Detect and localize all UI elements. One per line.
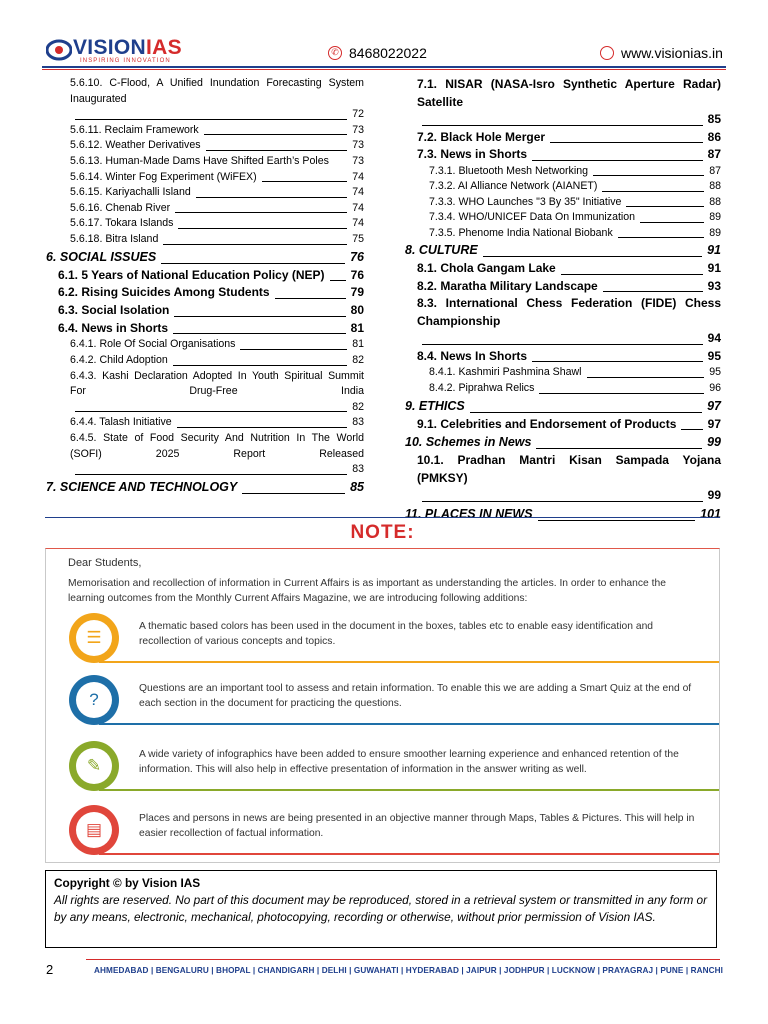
toc-entry[interactable] xyxy=(46,431,364,478)
toc-leader xyxy=(483,256,702,257)
toc-entry-page: 87 xyxy=(707,147,721,161)
toc-entry-page: 76 xyxy=(350,249,364,264)
toc-entry-title: 5.6.18. Bitra Island xyxy=(70,232,159,245)
toc-leader xyxy=(532,361,703,362)
logo-tagline: INSPIRING INNOVATION xyxy=(80,58,171,64)
toc-leader xyxy=(206,150,348,151)
toc-entry[interactable] xyxy=(405,76,721,129)
toc-entry-page: 74 xyxy=(352,217,364,230)
note-item-text: Places and persons in news are being presented in an objective manner through Maps, Tables & Pictures. This will help in easier recollection of factual information. xyxy=(139,813,695,839)
toc-entry-title: 6. SOCIAL ISSUES xyxy=(46,249,157,264)
document-icon: ☰ xyxy=(76,620,112,656)
toc-leader xyxy=(640,222,704,223)
toc-entry-page: 74 xyxy=(352,186,364,199)
note-item-bar xyxy=(99,789,719,791)
toc-leader xyxy=(550,142,703,143)
toc-entry-page: 75 xyxy=(352,232,364,245)
toc-entry-page: 101 xyxy=(700,506,721,521)
toc-entry[interactable] xyxy=(46,478,364,497)
phone-icon: ✆ xyxy=(328,46,342,60)
website-url[interactable]: www.visionias.in xyxy=(621,45,723,61)
toc-leader xyxy=(561,274,703,275)
toc-entry-page: 88 xyxy=(709,195,721,208)
note-intro: Memorisation and recollection of information in Current Affairs is as important as understanding the articles. In order to enhance the learning outcomes from the Monthly Current Affairs Magazine, we are introducing following additions: xyxy=(68,578,666,604)
note-item xyxy=(59,801,715,857)
toc-entry[interactable] xyxy=(405,295,721,348)
toc-entry[interactable] xyxy=(405,210,721,226)
toc-entry-page: 99 xyxy=(707,435,721,450)
copyright-box xyxy=(45,870,717,948)
header-phone xyxy=(328,45,427,61)
toc-entry-title: 8. CULTURE xyxy=(405,243,478,258)
toc-entry[interactable] xyxy=(46,302,364,320)
toc-entry-title: 8.4.1. Kashmiri Pashmina Shawl xyxy=(429,366,582,379)
toc-entry-title: 7.3.3. WHO Launches "3 By 35" Initiative xyxy=(429,195,622,208)
toc-entry[interactable] xyxy=(405,416,721,434)
toc-entry[interactable] xyxy=(46,138,364,154)
note-item-text: A thematic based colors has been used in the document in the boxes, tables etc to enable easy identification and recollection of various concepts and topics. xyxy=(139,621,654,647)
toc-leader xyxy=(75,119,347,120)
toc-entry-page: 96 xyxy=(709,382,721,395)
toc-entry-page: 95 xyxy=(707,348,721,363)
logo-eye-icon xyxy=(46,39,72,61)
note-item-badge xyxy=(69,675,119,725)
toc-right-column xyxy=(405,76,721,524)
toc-entry-title: 5.6.11. Reclaim Framework xyxy=(70,123,199,136)
toc-entry-page: 73 xyxy=(352,154,364,167)
toc-entry-title: 6.4. News in Shorts xyxy=(58,320,169,335)
toc-entry-title: 5.6.15. Kariyachalli Island xyxy=(70,186,191,199)
toc-leader xyxy=(536,448,702,449)
toc-leader xyxy=(422,344,703,345)
toc-entry[interactable] xyxy=(405,397,721,416)
toc-entry[interactable] xyxy=(46,284,364,302)
toc-entry[interactable] xyxy=(46,337,364,353)
toc-entry-page: 82 xyxy=(352,353,364,366)
toc-leader xyxy=(593,175,704,176)
toc-entry[interactable] xyxy=(405,195,721,211)
page-header xyxy=(0,0,768,74)
toc-leader xyxy=(422,501,703,502)
toc-entry-title: 7.3. News in Shorts xyxy=(417,147,528,161)
note-item-text: Questions are an important tool to assess and retain information. To enable this we are adding a Smart Quiz at the end of each section in the document for practicing the questions. xyxy=(139,683,692,709)
toc-leader xyxy=(163,244,347,245)
toc-entry-page: 79 xyxy=(350,285,364,300)
toc-entry-page: 80 xyxy=(350,302,364,317)
toc-leader xyxy=(422,125,703,126)
toc-entry-page: 87 xyxy=(709,164,721,177)
toc-entry-title: 6.4.2. Child Adoption xyxy=(70,353,168,366)
toc-leader xyxy=(681,429,702,430)
note-item-badge xyxy=(69,613,119,663)
news-icon: ▤ xyxy=(76,812,112,848)
toc-entry-title: 7.2. Black Hole Merger xyxy=(417,129,546,144)
toc-entry-page: 83 xyxy=(352,463,364,476)
toc-entry-title: 6.4.3. Kashi Declaration Adopted In Youth Spiritual Summit For Drug-Free India xyxy=(70,369,364,398)
toc-entry[interactable] xyxy=(46,415,364,431)
toc-entry-title: 7.3.1. Bluetooth Mesh Networking xyxy=(429,164,588,177)
toc-entry[interactable] xyxy=(405,433,721,452)
toc-entry-page: 73 xyxy=(352,123,364,136)
toc-entry-page: 82 xyxy=(352,400,364,413)
header-rule-accent xyxy=(42,69,726,70)
toc-entry-title: 6.4.1. Role Of Social Organisations xyxy=(70,338,236,351)
toc-entry[interactable] xyxy=(405,381,721,397)
toc-entry-page: 91 xyxy=(707,243,721,258)
toc-entry[interactable] xyxy=(405,241,721,260)
note-item-badge xyxy=(69,805,119,855)
toc-entry[interactable] xyxy=(46,216,364,232)
toc-leader xyxy=(602,191,704,192)
toc-entry[interactable] xyxy=(46,320,364,338)
header-rule xyxy=(42,66,726,68)
toc-leader xyxy=(204,134,347,135)
header-website xyxy=(600,45,723,61)
toc-entry[interactable] xyxy=(405,146,721,164)
toc-entry-page: 76 xyxy=(350,267,364,282)
toc-leader xyxy=(173,365,347,366)
toc-entry-page: 85 xyxy=(707,112,721,126)
toc-leader xyxy=(240,349,347,350)
toc-entry[interactable] xyxy=(46,267,364,285)
toc-entry-title: 10.1. Pradhan Mantri Kisan Sampada Yojana (PMKSY) xyxy=(417,453,721,485)
toc-entry-page: 89 xyxy=(709,211,721,224)
toc-leader xyxy=(603,291,703,292)
toc-leader xyxy=(196,197,347,198)
phone-number: 8468022022 xyxy=(349,45,427,61)
toc-entry[interactable] xyxy=(46,123,364,139)
toc-entry-title: 5.6.10. C-Flood, A Unified Inundation Forecasting System Inaugurated xyxy=(70,77,364,105)
toc-entry-page: 97 xyxy=(707,416,721,431)
toc-leader xyxy=(626,206,704,207)
toc-entry-page: 74 xyxy=(352,201,364,214)
note-item-badge xyxy=(69,741,119,791)
logo-wordmark: VISIONIAS xyxy=(73,36,182,59)
toc-left-column xyxy=(46,76,364,497)
toc-entry-title: 6.4.4. Talash Initiative xyxy=(70,416,172,429)
toc-entry-page: 97 xyxy=(707,398,721,413)
toc-entry-title: 7.3.5. Phenome India National Biobank xyxy=(429,226,613,239)
toc-leader xyxy=(174,316,345,317)
toc-leader xyxy=(618,237,704,238)
toc-leader xyxy=(242,493,345,494)
toc-entry-page: 85 xyxy=(350,479,364,494)
infographic-icon: ✎ xyxy=(76,748,112,784)
toc-leader xyxy=(587,377,705,378)
globe-icon xyxy=(600,46,614,60)
toc-entry-title: 5.6.17. Tokara Islands xyxy=(70,217,174,230)
toc-entry[interactable] xyxy=(405,348,721,366)
toc-entry-title: 9.1. Celebrities and Endorsement of Products xyxy=(417,416,677,431)
note-item-text: A wide variety of infographics have been added to ensure smoother learning experience and enhanced retention of the information. This will also help in effective presentation of information in the answer writing as well. xyxy=(139,749,679,775)
note-item-bar xyxy=(99,853,719,855)
note-title: NOTE: xyxy=(350,522,415,543)
toc-entry-title: 9. ETHICS xyxy=(405,398,465,413)
toc-entry-page: 72 xyxy=(352,108,364,121)
toc-entry-title: 5.6.16. Chenab River xyxy=(70,201,171,214)
copyright-body: All rights are reserved. No part of this document may be reproduced, stored in a retrieval system or transmitted in any form or by any means, electronic, mechanical, photocopying, recording or otherwise, without prior permission of Vision IAS. xyxy=(54,893,708,924)
toc-entry-title: 5.6.13. Human-Made Dams Have Shifted Earth’s Poles xyxy=(70,154,329,167)
toc-leader xyxy=(177,427,348,428)
toc-entry-page: 86 xyxy=(707,129,721,144)
note-item-bar xyxy=(99,661,719,663)
toc-entry-page: 91 xyxy=(707,261,721,276)
toc-entry[interactable] xyxy=(405,164,721,180)
toc-entry[interactable] xyxy=(46,170,364,186)
toc-entry-title: 8.4.2. Piprahwa Relics xyxy=(429,382,535,395)
footer-cities: AHMEDABAD | BENGALURU | BHOPAL | CHANDIGARH | DELHI | GUWAHATI | HYDERABAD | JAIPUR | JODHPUR | LUCKNOW | PRAYAGRAJ | PUNE | RANCHI xyxy=(94,966,724,975)
toc-entry[interactable] xyxy=(405,226,721,242)
toc-entry[interactable] xyxy=(405,179,721,195)
note-greeting: Dear Students, xyxy=(68,557,142,569)
toc-entry[interactable] xyxy=(405,452,721,505)
toc-leader xyxy=(161,263,345,264)
toc-entry[interactable] xyxy=(405,260,721,278)
toc-entry-title: 6.3. Social Isolation xyxy=(58,302,170,317)
toc-entry-title: 7. SCIENCE AND TECHNOLOGY xyxy=(46,479,238,494)
note-item xyxy=(59,609,715,665)
toc-entry-title: 7.3.2. AI Alliance Network (AIANET) xyxy=(429,180,598,193)
toc-leader xyxy=(175,212,347,213)
toc-entry-page: 94 xyxy=(707,331,721,346)
toc-entry-page: 88 xyxy=(709,180,721,193)
toc-entry[interactable] xyxy=(46,201,364,217)
note-panel xyxy=(45,517,720,863)
toc-leader xyxy=(532,160,703,161)
toc-entry-page: 74 xyxy=(352,170,364,183)
footer-rule xyxy=(86,959,720,960)
note-item-bar xyxy=(99,723,719,725)
toc-entry-page: 99 xyxy=(707,488,721,503)
toc-entry-title: 8.1. Chola Gangam Lake xyxy=(417,261,556,276)
toc-entry-title: 6.1. 5 Years of National Education Policy (NEP) xyxy=(58,267,325,282)
toc-entry-title: 7.3.4. WHO/UNICEF Data On Immunization xyxy=(429,211,636,224)
toc-leader xyxy=(275,298,346,299)
toc-entry[interactable] xyxy=(46,248,364,267)
toc-entry[interactable] xyxy=(405,129,721,147)
toc-leader xyxy=(539,393,704,394)
toc-entry[interactable] xyxy=(46,353,364,369)
toc-entry-title: 6.4.5. State of Food Security And Nutrition In The World (SOFI) 2025 Report Released xyxy=(70,431,364,460)
toc-entry[interactable] xyxy=(46,369,364,416)
toc-leader xyxy=(470,412,702,413)
toc-entry-title: 7.1. NISAR (NASA-Isro Synthetic Aperture Radar) Satellite xyxy=(417,77,721,109)
note-item xyxy=(59,671,715,727)
toc-leader xyxy=(75,411,347,412)
toc-entry-page: 81 xyxy=(352,338,364,351)
toc-entry-page: 83 xyxy=(352,416,364,429)
toc-entry-title: 10. Schemes in News xyxy=(405,435,532,450)
toc-leader xyxy=(330,280,346,281)
toc-entry-title: 11. PLACES IN NEWS xyxy=(405,506,533,521)
quiz-icon: ? xyxy=(76,682,112,718)
toc-entry[interactable] xyxy=(46,185,364,201)
toc-leader xyxy=(173,333,346,334)
toc-entry-page: 95 xyxy=(709,366,721,379)
toc-entry-page: 73 xyxy=(352,139,364,152)
toc-entry[interactable] xyxy=(46,232,364,248)
toc-leader xyxy=(75,474,347,475)
toc-entry-title: 5.6.12. Weather Derivatives xyxy=(70,139,201,152)
toc-leader xyxy=(262,181,348,182)
toc-entry-page: 81 xyxy=(350,320,364,335)
note-item xyxy=(59,737,715,793)
toc-entry-title: 8.4. News In Shorts xyxy=(417,348,528,363)
toc-entry-title: 8.2. Maratha Military Landscape xyxy=(417,278,598,293)
toc-entry[interactable] xyxy=(46,76,364,123)
toc-entry[interactable] xyxy=(46,154,364,170)
toc-entry-page: 89 xyxy=(709,226,721,239)
toc-entry-title: 5.6.14. Winter Fog Experiment (WiFEX) xyxy=(70,170,257,183)
toc-entry[interactable] xyxy=(405,278,721,296)
toc-entry-title: 8.3. International Chess Federation (FIDE) Chess Championship xyxy=(417,296,721,328)
toc-entry-title: 6.2. Rising Suicides Among Students xyxy=(58,285,270,300)
toc-entry-page: 93 xyxy=(707,278,721,293)
page-number: 2 xyxy=(46,962,54,977)
toc-entry[interactable] xyxy=(405,365,721,381)
copyright-title: Copyright © by Vision IAS xyxy=(54,876,201,890)
toc-leader xyxy=(178,228,347,229)
